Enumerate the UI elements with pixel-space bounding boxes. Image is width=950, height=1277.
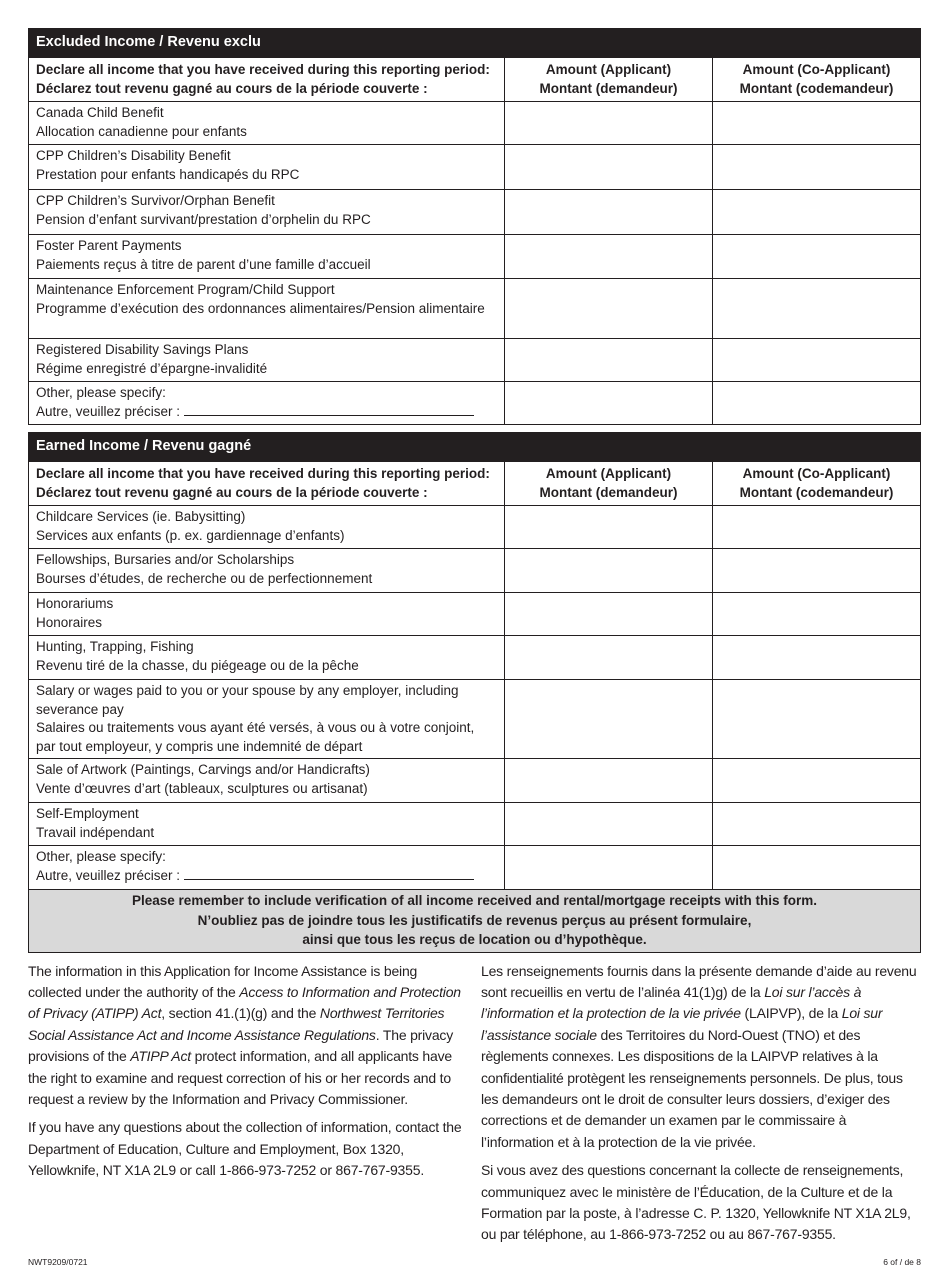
table-row [29,382,921,425]
income-type: Fellowships, Bursaries and/or Scholarships Bourses d’études, de recherche ou de perfectionnement [29,549,505,593]
coapplicant-amount-input[interactable] [713,382,921,425]
applicant-amount-input[interactable] [505,190,713,235]
income-type: Sale of Artwork (Paintings, Carvings and/or Handicrafts) Vente d’œuvres d’art (tableaux, sculptures ou artisanat) [29,759,505,803]
coapplicant-amount-header: Amount (Co-Applicant) Montant (codemandeur) [713,58,921,102]
table-row [29,803,921,846]
income-type[interactable]: Other, please specify: Autre, veuillez préciser : [29,382,505,425]
coapplicant-amount-input[interactable] [713,846,921,890]
excluded-income-section [28,28,921,425]
applicant-amount-input[interactable] [505,549,713,593]
contact-paragraph: Si vous avez des questions concernant la collecte de renseignements, communiquez avec le ministère de l’Éducation, de la Culture et de la Formation par la poste, à l’adresse C. P. 1320, Yellowknife NT X1A 2L9, ou par téléphone, au 1-866-973-7252 ou au 867-767-9355. [481,1162,911,1243]
applicant-amount-input[interactable] [505,279,713,339]
table-row [29,549,921,593]
income-type: Childcare Services (ie. Babysitting) Services aux enfants (p. ex. gardiennage d’enfants) [29,506,505,549]
applicant-amount-input[interactable] [505,235,713,279]
contact-paragraph: If you have any questions about the collection of information, contact the Department of Education, Culture and Employment, Box 1320, Yellowknife, NT X1A 2L9 or call 1-866-973-7252 or 867-767-9355. [28,1119,462,1179]
privacy-notice [28,961,921,1253]
income-type: CPP Children’s Survivor/Orphan Benefit Pension d’enfant survivant/prestation d’orphelin du RPC [29,190,505,235]
table-header-row [29,462,921,506]
coapplicant-amount-input[interactable] [713,636,921,680]
form-code: NWT9209/0721 [28,1256,88,1267]
table-row [29,339,921,382]
coapplicant-amount-input[interactable] [713,680,921,759]
coapplicant-amount-input[interactable] [713,190,921,235]
applicant-amount-input[interactable] [505,636,713,680]
privacy-notice-fr [481,961,921,1253]
table-row [29,506,921,549]
page-number: 6 of / de 8 [883,1256,921,1267]
coapplicant-amount-input[interactable] [713,279,921,339]
applicant-amount-input[interactable] [505,593,713,636]
privacy-notice-en [28,961,468,1253]
table-row [29,759,921,803]
table-row [29,593,921,636]
coapplicant-amount-input[interactable] [713,235,921,279]
privacy-paragraph: The information in this Application for Income Assistance is being collected under the authority of the Access to Information and Protection of Privacy (ATIPP) Act, section 41.(1)(g) and the Northwest Territories Social Assistance Act and Income Assistance Regulations. The privacy provisions of the ATIPP Act protect information, and all applicants have the right to examine and request correction of his or her records and to request a review by the Information and Privacy Commissioner. [28,962,461,1107]
declare-header: Declare all income that you have received during this reporting period: Déclarez tout revenu gagné au cours de la période couverte : [29,58,505,102]
applicant-amount-input[interactable] [505,803,713,846]
applicant-amount-input[interactable] [505,846,713,890]
earned-income-section [28,432,921,953]
specify-input[interactable] [184,404,474,416]
income-type: Salary or wages paid to you or your spouse by any employer, including severance pay Salaires ou traitements vous ayant été versés, à vous ou à votre conjoint, par tout employeur, y compris une indemnité de départ [29,680,505,759]
table-row [29,190,921,235]
earned-income-table [28,461,921,890]
notice-line: Please remember to include verification of all income received and rental/mortgage receipts with this form. [132,893,817,908]
income-type: Maintenance Enforcement Program/Child Support Programme d’exécution des ordonnances alimentaires/Pension alimentaire [29,279,505,339]
coapplicant-amount-header: Amount (Co-Applicant) Montant (codemandeur) [713,462,921,506]
table-header-row [29,58,921,102]
income-type[interactable]: Other, please specify: Autre, veuillez préciser : [29,846,505,890]
income-type: Foster Parent Payments Paiements reçus à titre de parent d’une famille d’accueil [29,235,505,279]
income-type: CPP Children’s Disability Benefit Prestation pour enfants handicapés du RPC [29,145,505,190]
applicant-amount-header: Amount (Applicant) Montant (demandeur) [505,58,713,102]
income-type: Canada Child Benefit Allocation canadienne pour enfants [29,102,505,145]
notice-line: N’oubliez pas de joindre tous les justificatifs de revenus perçus au présent formulaire, [197,912,752,928]
coapplicant-amount-input[interactable] [713,549,921,593]
notice-line: ainsi que tous les reçus de location ou d’hypothèque. [302,932,647,947]
table-row [29,680,921,759]
coapplicant-amount-input[interactable] [713,145,921,190]
specify-input[interactable] [184,868,474,880]
coapplicant-amount-input[interactable] [713,759,921,803]
coapplicant-amount-input[interactable] [713,339,921,382]
income-type: Hunting, Trapping, Fishing Revenu tiré de la chasse, du piégeage ou de la pêche [29,636,505,680]
income-type: Honorariums Honoraires [29,593,505,636]
table-row [29,235,921,279]
applicant-amount-input[interactable] [505,680,713,759]
applicant-amount-input[interactable] [505,145,713,190]
declare-header: Declare all income that you have received during this reporting period: Déclarez tout revenu gagné au cours de la période couverte : [29,462,505,506]
table-row [29,145,921,190]
coapplicant-amount-input[interactable] [713,593,921,636]
section-title: Earned Income / Revenu gagné [28,432,921,461]
applicant-amount-input[interactable] [505,759,713,803]
applicant-amount-input[interactable] [505,102,713,145]
applicant-amount-header: Amount (Applicant) Montant (demandeur) [505,462,713,506]
applicant-amount-input[interactable] [505,339,713,382]
table-row [29,846,921,890]
coapplicant-amount-input[interactable] [713,506,921,549]
excluded-income-table [28,57,921,425]
coapplicant-amount-input[interactable] [713,102,921,145]
table-row [29,279,921,339]
privacy-paragraph: Les renseignements fournis dans la présente demande d’aide au revenu sont recueillis en vertu de l’alinéa 41(1)g) de la Loi sur l’accès à l’information et la protection de la vie privée (LAIPVP), de la Loi sur l’assistance sociale des Territoires du Nord-Ouest (TNO) et des règlements connexes. Les dispositions de la LAIPVP relatives à la confidentialité protègent les renseignements personnels. De plus, tous les demandeurs ont le droit de consulter leurs dossiers, d’exiger des corrections et de demander un examen par le commissaire à l’information et à la protection de la vie privée. [481,962,917,1150]
income-type: Self-Employment Travail indépendant [29,803,505,846]
verification-notice [28,890,921,953]
page [28,0,921,1277]
applicant-amount-input[interactable] [505,382,713,425]
page-footer [28,1257,921,1277]
coapplicant-amount-input[interactable] [713,803,921,846]
section-title: Excluded Income / Revenu exclu [28,28,921,57]
income-type: Registered Disability Savings Plans Régime enregistré d’épargne-invalidité [29,339,505,382]
table-row [29,636,921,680]
applicant-amount-input[interactable] [505,506,713,549]
table-row [29,102,921,145]
